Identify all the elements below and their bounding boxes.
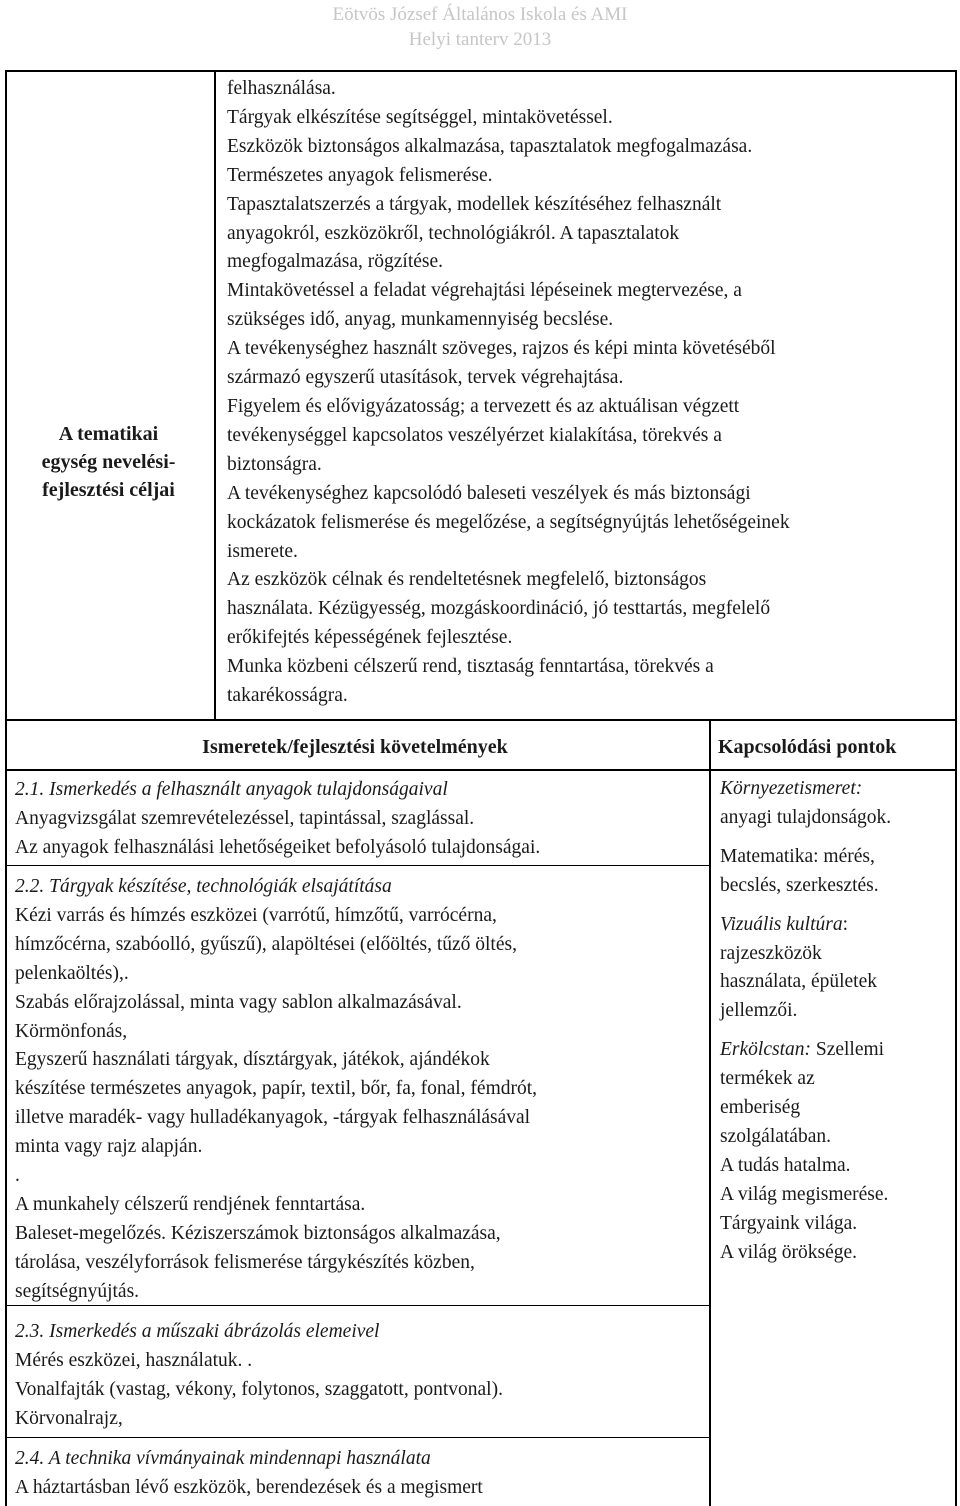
section-title: 2.2. Tárgyak készítése, technológiák elsajátítása xyxy=(15,876,392,897)
goal-line: biztonságra. xyxy=(227,453,322,475)
section-line: pelenkaöltés),. xyxy=(15,962,129,984)
section-line: Az anyagok felhasználási lehetőségeiket befolyásoló tulajdonságai. xyxy=(15,836,541,858)
env-studies-label: Környezetismeret: xyxy=(720,778,863,799)
goals-label: A tematikai egység nevelési- fejlesztési céljai xyxy=(41,423,176,501)
math-text: Matematika: mérés, xyxy=(720,845,875,867)
section-line: . xyxy=(15,1165,20,1187)
section-line: Mérés eszközei, használatuk. . xyxy=(15,1349,253,1371)
topic-item: A világ megismerése. xyxy=(720,1183,889,1205)
header-row-bottom-border xyxy=(5,769,957,771)
section-line: Egyszerű használati tárgyak, dísztárgyak, játékok, ajándékok xyxy=(15,1049,490,1071)
goals-text xyxy=(227,75,947,711)
school-name: Eötvös József Általános Iskola és AMI xyxy=(332,4,628,25)
section-line: segítségnyújtás. xyxy=(15,1280,140,1302)
section-1-divider xyxy=(5,865,710,866)
section-line: készítése természetes anyagok, papír, textil, bőr, fa, fonal, fémdrót, xyxy=(15,1078,538,1100)
table-top-border xyxy=(5,70,957,72)
goal-line: anyagokról, eszközökről, technológiákról. A tapasztalatok xyxy=(227,222,680,244)
section-line: A háztartásban lévő eszközök, berendezések és a megismert xyxy=(15,1476,483,1498)
section-2-1 xyxy=(15,776,705,863)
goal-line: A tevékenységhez kapcsolódó baleseti veszélyek és más biztonsági xyxy=(227,482,751,504)
env-studies-text: anyagi tulajdonságok. xyxy=(720,806,892,828)
goal-line: A tevékenységhez használt szöveges, rajzos és képi minta követéséből xyxy=(227,338,776,360)
page-header xyxy=(0,0,960,52)
goal-line: Tapasztalatszerzés a tárgyak, modellek készítéséhez felhasznált xyxy=(227,193,722,215)
table-left-border xyxy=(5,70,7,1506)
visual-culture-label: Vizuális kultúra: xyxy=(720,913,849,935)
section-line: Baleset-megelőzés. Kéziszerszámok biztonságos alkalmazása, xyxy=(15,1222,501,1244)
column-divider xyxy=(709,719,711,1506)
table-right-border xyxy=(955,70,957,1506)
section-line: A munkahely célszerű rendjének fenntartása. xyxy=(15,1193,366,1215)
topic-item: A tudás hatalma. xyxy=(720,1154,851,1176)
goal-line: Tárgyak elkészítése segítséggel, mintakövetéssel. xyxy=(227,106,613,128)
connections-column xyxy=(720,775,952,1268)
section-line: Körmönfonás, xyxy=(15,1020,128,1042)
spacer xyxy=(720,833,952,843)
section-2-2 xyxy=(15,873,705,1307)
section-line: Kézi varrás és hímzés eszközei (varrótű, hímzőtű, varrócérna, xyxy=(15,904,497,926)
visual-culture-text: rajzeszközök xyxy=(720,942,822,964)
goal-line: ismerete. xyxy=(227,540,298,562)
goal-line: tevékenységgel kapcsolatos veszélyérzet kialakítása, törekvés a xyxy=(227,424,722,446)
section-line: Körvonalrajz, xyxy=(15,1407,123,1429)
ethics-label: Erkölcstan: Szellemi xyxy=(720,1039,885,1061)
goals-divider xyxy=(214,70,216,720)
goal-line: Mintakövetéssel a feladat végrehajtási lépéseinek megtervezése, a xyxy=(227,280,742,302)
goal-line: használata. Kézügyesség, mozgáskoordináció, jó testtartás, megfelelő xyxy=(227,598,771,620)
math-text: becslés, szerkesztés. xyxy=(720,874,879,896)
visual-culture-text: jellemzői. xyxy=(720,1000,798,1022)
goal-line: Eszközök biztonságos alkalmazása, tapasztalatok megfogalmazása. xyxy=(227,135,753,157)
section-title: 2.4. A technika vívmányainak mindennapi használata xyxy=(15,1448,431,1469)
goal-line: felhasználása. xyxy=(227,78,336,99)
goal-line: származó egyszerű utasítások, tervek végrehajtása. xyxy=(227,367,624,389)
topic-item: A világ öröksége. xyxy=(720,1241,858,1263)
section-line: Szabás előrajzolással, minta vagy sablon alkalmazásával. xyxy=(15,991,462,1013)
goal-line: Figyelem és elővigyázatosság; a tervezett és az aktuálisan végzett xyxy=(227,395,740,417)
goals-bottom-border xyxy=(5,719,957,721)
connections-column-header: Kapcsolódási pontok xyxy=(718,736,897,758)
topic-item: Tárgyaink világa. xyxy=(720,1212,858,1234)
section-line: tárolása, veszélyforrások felismerése tárgykészítés közben, xyxy=(15,1251,475,1273)
requirements-column-header: Ismeretek/fejlesztési követelmények xyxy=(202,736,508,758)
ethics-text: termékek az xyxy=(720,1068,815,1090)
section-3-divider xyxy=(5,1437,710,1438)
goal-line: szükséges idő, anyag, munkamennyiség becslése. xyxy=(227,309,614,331)
section-line: Anyagvizsgálat szemrevételezéssel, tapintással, szaglással. xyxy=(15,807,475,829)
ethics-text: szolgálatában. xyxy=(720,1125,831,1147)
section-line: Vonalfajták (vastag, vékony, folytonos, szaggatott, pontvonal). xyxy=(15,1378,503,1400)
section-title: 2.3. Ismerkedés a műszaki ábrázolás elemeivel xyxy=(15,1321,380,1342)
goal-line: Az eszközök célnak és rendeltetésnek megfelelő, biztonságos xyxy=(227,569,707,591)
section-line: illetve maradék- vagy hulladékanyagok, -tárgyak felhasználásával xyxy=(15,1107,531,1129)
ethics-text: emberiség xyxy=(720,1097,801,1119)
spacer xyxy=(720,901,952,911)
goal-line: takarékosságra. xyxy=(227,685,348,707)
visual-culture-text: használata, épületek xyxy=(720,971,877,993)
spacer xyxy=(720,1026,952,1036)
goal-line: erőkifejtés képességének fejlesztése. xyxy=(227,627,513,649)
curriculum-subtitle: Helyi tanterv 2013 xyxy=(408,29,552,50)
goal-line: megfogalmazása, rögzítése. xyxy=(227,251,444,273)
section-line: minta vagy rajz alapján. xyxy=(15,1136,203,1158)
section-title: 2.1. Ismerkedés a felhasznált anyagok tulajdonságaival xyxy=(15,779,448,800)
goal-line: Természetes anyagok felismerése. xyxy=(227,164,493,186)
section-line: hímzőcérna, szabóolló, gyűszű), alapöltései (előöltés, tűző öltés, xyxy=(15,933,517,955)
goal-line: Munka közbeni célszerű rend, tisztaság fenntartása, törekvés a xyxy=(227,656,714,678)
goal-line: kockázatok felismerése és megelőzése, a segítségnyújtás lehetőségeinek xyxy=(227,511,790,533)
section-2-4 xyxy=(15,1445,705,1503)
section-2-3 xyxy=(15,1318,705,1434)
